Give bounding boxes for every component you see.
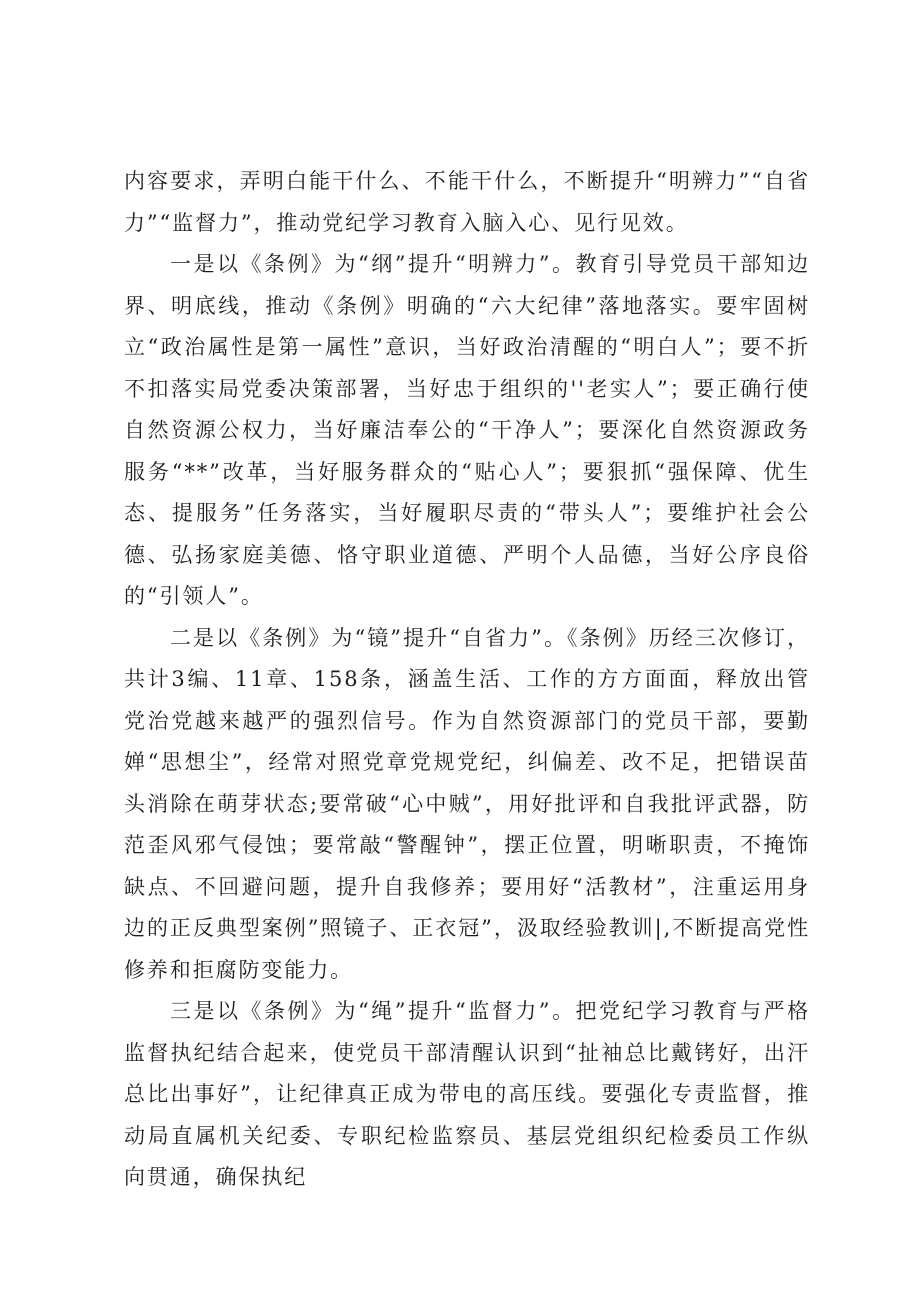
paragraph-point-three: 三是以《条例》为“绳”提升“监督力”。把党纪学习教育与严格监督执纪结合起来，使党员干部清醒认识到“扯袖总比戴铐好，出汗总比出事好”，让纪律真正成为带电的高压线。要强化专责监督，推动局直属机关纪委、专职纪检监察员、基层党组织纪检委员工作纵向贯通，确保执纪 [124,999,810,1189]
document-body [124,161,810,1199]
paragraph-point-two: 二是以《条例》为“镜”提升“自省力”。《条例》历经三次修订，共计3编、11章、158条，涵盖生活、工作的方方面面，释放出管党治党越来越严的强烈信号。作为自然资源部门的党员干部，要勤婵“思想尘”，经常对照党章党规党纪，纠偏差、改不足，把错误苗头消除在萌芽状态;要常破“心中贼”，用好批评和自我批评武器，防范歪风邪气侵蚀；要常敲“警醒钟”，摆正位置，明晰职责，不掩饰缺点、不回避问题，提升自我修养；要用好“活教材”，注重运用身边的正反典型案例”照镜子、正衣冠”，汲取经验教训|,不断提高党性修养和拒腐防变能力。 [124,625,810,982]
paragraph-intro-continuation: 内容要求，弄明白能干什么、不能干什么，不断提升“明辨力”“自省力”“监督力”，推动党纪学习教育入脑入心、见行见效。 [124,169,810,235]
paragraph-point-one: 一是以《条例》为“纲”提升“明辨力”。教育引导党员干部知边界、明底线，推动《条例》明确的“六大纪律”落地落实。要牢固树立“政治属性是第一属性”意识，当好政治清醒的“明白人”；要不折不扣落实局党委决策部署，当好忠于组织的''老实人”；要正确行使自然资源公权力，当好廉洁奉公的“干净人”；要深化自然资源政务服务“**”改革，当好服务群众的“贴心人”；要狠抓“强保障、优生态、提服务”任务落实，当好履职尽责的“带头人”；要维护社会公德、弘扬家庭美德、恪守职业道德、严明个人品德，当好公序良俗的“引领人”。 [124,252,810,608]
